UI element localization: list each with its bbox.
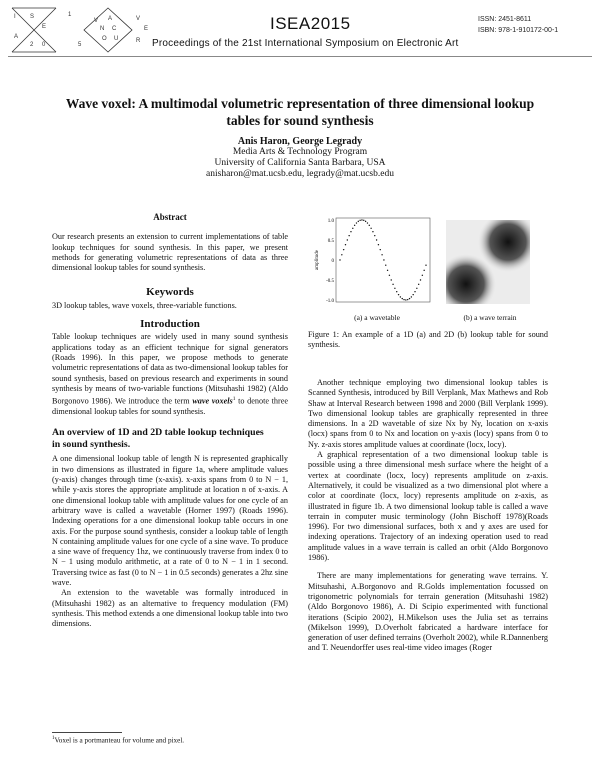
y-tick-label: 0.5 xyxy=(327,239,334,244)
wave-point xyxy=(378,244,379,245)
wave-point xyxy=(411,296,412,297)
wave-point xyxy=(339,259,340,260)
wave-point xyxy=(380,249,381,250)
y-tick-label: 0 xyxy=(331,259,334,264)
wave-point xyxy=(341,254,342,255)
wave-point xyxy=(387,270,388,271)
wave-point xyxy=(405,299,406,300)
left-column xyxy=(52,212,288,630)
isbn: ISBN: 978-1-910172-00-1 xyxy=(478,27,559,34)
svg-text:0: 0 xyxy=(42,42,46,48)
abstract-heading: Abstract xyxy=(153,212,187,222)
wave-point xyxy=(359,220,360,221)
wave-point xyxy=(385,265,386,266)
intro-term: wave voxels xyxy=(192,396,233,406)
wave-point xyxy=(354,225,355,226)
wave-point xyxy=(418,284,419,285)
right-column xyxy=(308,378,548,654)
svg-text:E: E xyxy=(42,24,47,30)
wave-point xyxy=(396,291,397,292)
wave-point xyxy=(423,270,424,271)
wave-point xyxy=(365,221,366,222)
wave-point xyxy=(389,275,390,276)
wave-point xyxy=(348,235,349,236)
issn-block xyxy=(478,14,558,36)
y-tick-label: 1.0 xyxy=(327,219,334,224)
wavetable-plot xyxy=(312,214,434,310)
svg-text:C: C xyxy=(112,26,117,32)
figure-caption: Figure 1: An example of a 1D (a) and 2D (b) lookup table for sound synthesis. xyxy=(308,330,548,350)
overview-heading-line-2: in sound synthesis. xyxy=(52,439,131,451)
abstract-text: Our research presents an extension to current implementations of table lookup techniques for sound synthesis. In this paper, we present methods for generating volumetric representations of data as three dimensional lookup tables for sound synthesis. xyxy=(52,232,288,273)
author-names: Anis Haron, George Legrady xyxy=(237,136,363,147)
affiliation-1: Media Arts & Technology Program xyxy=(232,147,368,157)
wave-point xyxy=(374,235,375,236)
keywords-heading: Keywords xyxy=(146,286,194,299)
caption-b: (b) a wave terrain xyxy=(463,313,517,322)
svg-text:U: U xyxy=(114,36,119,42)
wave-point xyxy=(381,254,382,255)
svg-text:V: V xyxy=(94,18,99,24)
wave-point xyxy=(347,239,348,240)
wave-point xyxy=(412,294,413,295)
footnote-mark: 1 xyxy=(52,736,55,741)
wave-point xyxy=(420,279,421,280)
svg-text:I: I xyxy=(14,14,16,20)
wave-point xyxy=(350,231,351,232)
author-emails: anisharon@mat.ucsb.edu, legrady@mat.ucsb.edu xyxy=(206,169,394,179)
wave-point xyxy=(409,298,410,299)
wave-terrain-svg xyxy=(446,220,530,304)
wave-point xyxy=(352,228,353,229)
svg-text:S: S xyxy=(30,14,35,20)
svg-text:A: A xyxy=(14,34,19,40)
wave-point xyxy=(392,284,393,285)
wave-point xyxy=(363,220,364,221)
isea-logo xyxy=(8,6,158,54)
wave-point xyxy=(400,296,401,297)
wave-point xyxy=(370,228,371,229)
wavetable-chart xyxy=(312,214,434,310)
wave-point xyxy=(414,291,415,292)
wave-point xyxy=(383,259,384,260)
wave-point xyxy=(422,275,423,276)
y-tick-label: -1.0 xyxy=(326,299,334,304)
overview-paragraph-2: An extension to the wavetable was formally introduced in (Mitsuhashi 1982) as an alternative to frequency modulation (FM) synthesis. This method extends a one dimensional lookup table into two dimensions. xyxy=(52,588,288,629)
introduction-heading: Introduction xyxy=(140,318,200,331)
conference-title: ISEA2015 xyxy=(270,14,351,33)
wave-point xyxy=(345,244,346,245)
svg-text:1: 1 xyxy=(68,12,72,18)
conference-subtitle: Proceedings of the 21st International Symposium on Electronic Art xyxy=(152,38,459,49)
wave-point xyxy=(402,298,403,299)
wave-point xyxy=(425,265,426,266)
footnote-rule xyxy=(52,732,122,733)
intro-footnote-mark: 1 xyxy=(232,396,236,403)
footnote-text: Voxel is a portmanteau for volume and pixel. xyxy=(54,736,185,745)
footnote xyxy=(52,736,288,744)
intro-paragraph xyxy=(52,332,288,417)
y-axis-label: amplitude xyxy=(315,250,320,270)
right-paragraph-3: There are many implementations for generating wave terrains. Y. Mitsuhashi, A.Borgonovo and R.Golds implementation focussed on trigonometric polynomials for terrain generation (Mitsuhashi 1982) (Aldo Borgonovo 1986), A. Di Scipio experimented with functional iterations (Scipio 2002), H.Mikelson uses the Julia set as terrains (Mikelson 1999), D.Overholt fabricated a hardware interface for generation of user defined terrains (Overholt 2002), while R.Dannenberg and T. Neuendorffer uses real-time video images (Roger xyxy=(308,571,548,653)
svg-text:2: 2 xyxy=(30,42,34,48)
overview-paragraph-1: A one dimensional lookup table of length N is represented graphically in two dimensions as illustrated in figure 1a, where amplitude values (y-axis) changes through time (x-axis). x-axis spans from 0 to N − 1, while y-axis stores the appropriate amplitude at location n of x-axis. A one dimensional lookup table with amplitude values for one cycle of an arbitrary wave is called a wavetable (Horner 1997) (Roads 1996). Indexing operations for a one dimensional lookup table occurs in one axis. For the purpose sound synthesis, consider a lookup table of length N containing amplitude values for one cycle of a sine wave. To produce a sine wave of frequency 1hz, we continuously traverse from index 0 to N − 1 using modulo arithmetic, at a rate of 0 to N − 1 in 1 second. Traversing twice as fast (0 to N − 1 in 0.5 seconds) generates a 2hz sine wave. xyxy=(52,454,288,588)
plot-frame xyxy=(336,218,430,302)
right-paragraph-2: A graphical representation of a two dimensional lookup table is possible using a three dimensional mesh surface where the height of a vertex at coordinate (locx, locy) represents amplitude on z-axis. Alternatively, it could be visualized as a two dimensional plot where a color at coordinate (locx, locy) represents amplitude on z-axis, as illustrated in figure 1b. A two dimensional lookup table is called a wave terrain in computer music terminology (John Bischoff 1978)(Roads 1996). For two dimensional surfaces, both x and y axes are used for indexing operations. Trajectory of an indexing operation used to read amplitude values in a wave terrain is called an orbit (Aldo Borgonovo 1986). xyxy=(308,450,548,563)
wave-point xyxy=(403,299,404,300)
svg-text:V: V xyxy=(136,16,141,22)
overview-heading xyxy=(52,427,288,451)
wave-point xyxy=(398,294,399,295)
wave-point xyxy=(361,219,362,220)
svg-text:5: 5 xyxy=(78,42,82,48)
intro-text-a: Table lookup techniques are widely used in many sound synthesis applications today as an efficient technique for signal generators (Roads 1996). In this paper, we propose methods to generate volumetric representations of data as two-dimensional lookup tables for sound synthesis, based on previous research and experiments in sound synthesis by means of two-variable functions (Mitsuhashi 1982) (Aldo Borgonovo 1986). We introduce the term xyxy=(52,332,288,406)
y-tick-label: -0.5 xyxy=(326,279,334,284)
wave-point xyxy=(376,239,377,240)
wave-point xyxy=(358,221,359,222)
issn: ISSN: 2451-8611 xyxy=(478,16,532,23)
keywords-text: 3D lookup tables, wave voxels, three-variable functions. xyxy=(52,300,237,310)
svg-text:A: A xyxy=(108,16,113,22)
wave-point xyxy=(394,288,395,289)
svg-text:R: R xyxy=(136,38,141,44)
wave-point xyxy=(356,222,357,223)
title-line-1: Wave voxel: A multimodal volumetric representation of three dimensional lookup xyxy=(65,96,535,111)
wave-point xyxy=(407,299,408,300)
wave-point xyxy=(343,249,344,250)
svg-text:O: O xyxy=(102,36,107,42)
header-rule xyxy=(8,56,592,57)
right-paragraph-1: Another technique employing two dimensional lookup tables is Scanned Synthesis, introduced by Bill Verplank, Max Mathews and Rob Shaw at Interval Research between 1998 and 2000 (Bill Verplank 1999). Two dimensional lookup tables are graphically represented in three dimensions. In a 2D wavetable of size Nx by Ny, location on x-axis (locx) spans from 0 to Nx and location on y-axis (locy) spans from 0 to Ny. z-axis stores amplitude values at coordinate (locx, locy). xyxy=(308,378,548,449)
svg-text:E: E xyxy=(144,26,149,32)
caption-a: (a) a wavetable xyxy=(354,313,400,322)
title-line-2: tables for sound synthesis xyxy=(226,113,374,128)
wave-point xyxy=(416,288,417,289)
affiliation-2: University of California Santa Barbara, USA xyxy=(214,158,386,168)
paper-title xyxy=(40,95,560,129)
intro-text-b: to denote three dimensional lookup tables for sound synthesis. xyxy=(52,396,289,417)
wave-terrain-image xyxy=(446,220,530,304)
wave-point xyxy=(369,225,370,226)
wave-point xyxy=(367,222,368,223)
wave-point xyxy=(391,279,392,280)
author-block xyxy=(150,136,450,180)
overview-heading-line-1: An overview of 1D and 2D table lookup techniques xyxy=(52,427,264,439)
svg-text:N: N xyxy=(100,26,105,32)
wave-point xyxy=(372,231,373,232)
